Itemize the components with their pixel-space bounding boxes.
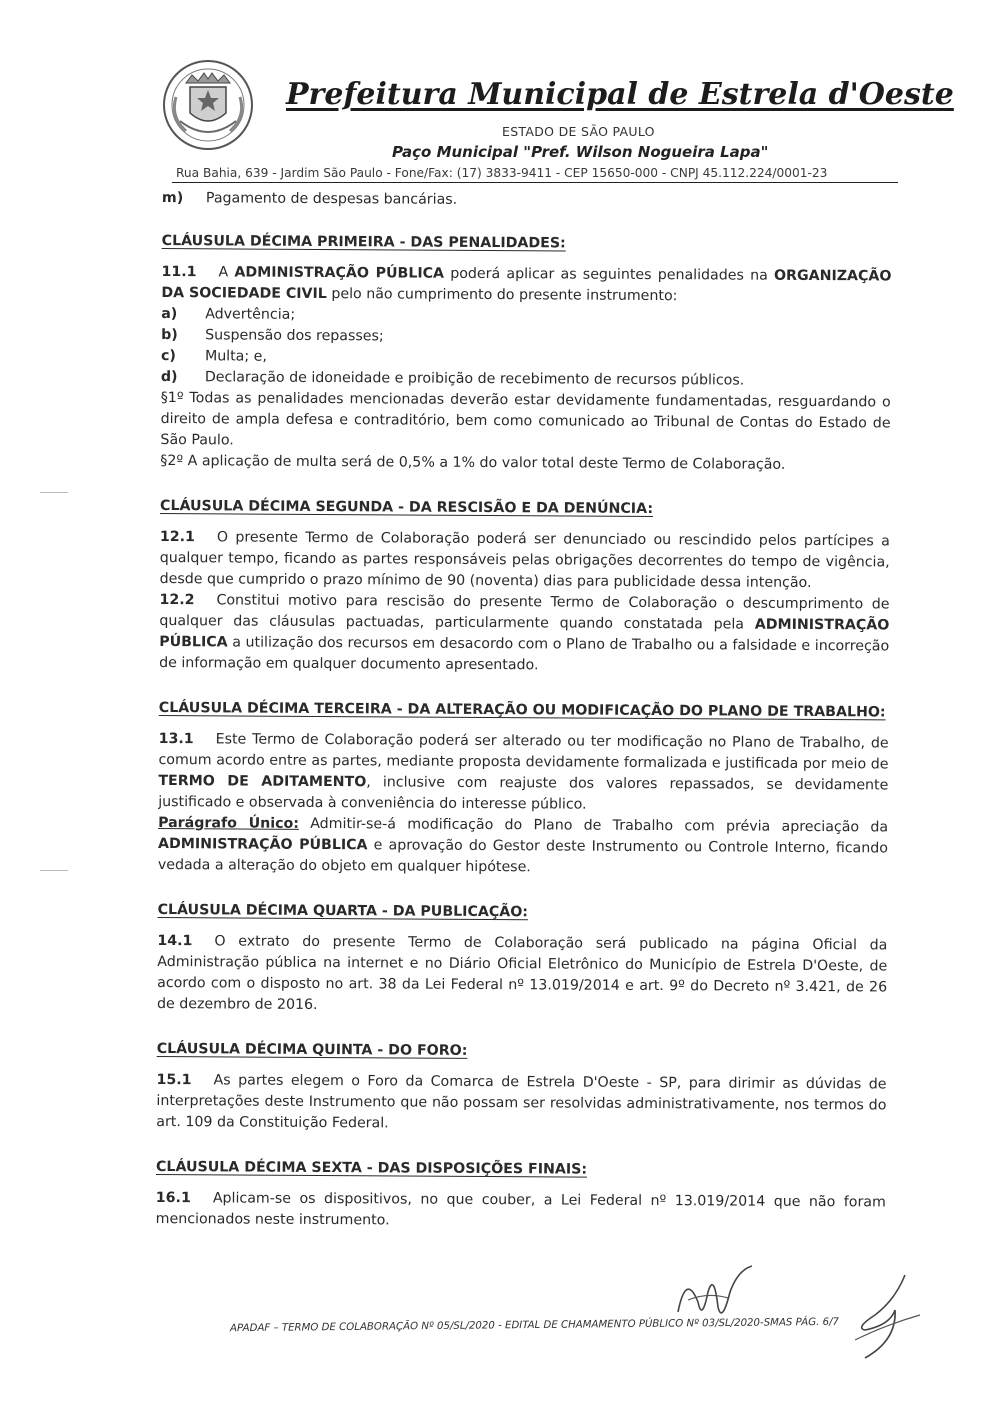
palace-label: Paço Municipal "Pref. Wilson Nogueira Lapa"	[392, 143, 769, 161]
text-run: Aplicam-se os dispositivos, no que couber, a Lei Federal nº 13.019/2014 que não foram mencionados neste instrumento.	[155, 1190, 886, 1229]
clause-number: 15.1	[156, 1071, 192, 1089]
text-run: pelo não cumprimento do presente instrumento:	[326, 286, 678, 305]
text-run: O extrato do presente Termo de Colaboração será publicado na página Oficial da Administração pública na internet e no Diário Oficial Eletrônico do Município de Estrela D'Oeste, de acordo com o disposto no art. 38 da Lei Federal nº 13.019/2014 e art. 9º do Decreto nº 3.421, de 26 de dezembro de 2016.	[156, 933, 888, 1013]
list-item-text: Advertência;	[205, 306, 296, 323]
clause-14-1-paragraph	[157, 931, 887, 1019]
clause-16-title: CLÁUSULA DÉCIMA SEXTA - DAS DISPOSIÇÕES FINAIS:	[155, 1158, 588, 1178]
clause-14-title: CLÁUSULA DÉCIMA QUARTA - DA PUBLICAÇÃO:	[157, 901, 529, 921]
bold-run: ADMINISTRAÇÃO PÚBLICA	[159, 616, 890, 651]
clause-12-2-paragraph	[159, 590, 889, 678]
list-item-text: Pagamento de despesas bancárias.	[205, 190, 458, 208]
clause-13-title: CLÁUSULA DÉCIMA TERCEIRA - DA ALTERAÇÃO OU MODIFICAÇÃO DO PLANO DE TRABALHO:	[158, 699, 886, 721]
address-line: Rua Bahia, 639 - Jardim São Paulo - Fone/Fax: (17) 3833-9411 - CEP 15650-000 - CNPJ 45.112.224/0001-23	[176, 166, 828, 180]
list-item	[161, 325, 891, 350]
text-run: Constitui motivo para rescisão do presente Termo de Colaboração o descumprimento de qualquer das cláusulas pactuadas, particularmente quando constatada pela	[159, 592, 890, 633]
clause-number: 12.1	[159, 528, 195, 546]
clause-12-1-paragraph	[160, 527, 890, 594]
page-footer: APADAF – TERMO DE COLABORAÇÃO Nº 05/SL/2020 - EDITAL DE CHAMAMENTO PÚBLICO Nº 03/SL/2020-SMAS PÁG. 6/7	[229, 1316, 840, 1335]
text-run: e aprovação do Gestor deste Instrumento ou Controle Interno, ficando vedada a alteração do objeto em qualquer hipótese.	[157, 837, 889, 876]
text-run: poderá aplicar as seguintes penalidades na	[444, 265, 775, 284]
list-item-label: a)	[161, 305, 178, 323]
clause-11-1-paragraph	[161, 262, 891, 308]
clause-15-title: CLÁUSULA DÉCIMA QUINTA - DO FORO:	[156, 1040, 468, 1059]
clause-15-1-paragraph	[156, 1070, 886, 1137]
bold-run: TERMO DE ADITAMENTO	[158, 772, 367, 791]
list-item-text: Suspensão dos repasses;	[205, 327, 384, 345]
bold-run: ORGANIZAÇÃO DA SOCIEDADE CIVIL	[161, 267, 892, 303]
bold-run: ADMINISTRAÇÃO PÚBLICA	[157, 835, 368, 854]
list-item-label: d)	[160, 368, 178, 386]
document-body	[156, 188, 892, 1234]
list-item-label: b)	[161, 326, 178, 344]
margin-mark	[40, 870, 68, 871]
clause-11-paragraph-1: §1º Todas as penalidades mencionadas deverão estar devidamente fundamentadas, resguardando o direito de ampla defesa e contraditório, bem como comunicado ao Tribunal de Contas do Estado de São Paulo.	[160, 389, 891, 449]
clause-11-title: CLÁUSULA DÉCIMA PRIMEIRA - DAS PENALIDADES:	[161, 232, 566, 252]
clause-13-sole-paragraph	[158, 813, 888, 880]
clause-number: 14.1	[157, 932, 193, 950]
signature-initials	[835, 1270, 925, 1365]
document-title: Prefeitura Municipal de Estrela d'Oeste	[286, 77, 954, 112]
list-item-text: Declaração de idoneidade e proibição de recebimento de recursos públicos.	[204, 369, 745, 389]
bold-run: ADMINISTRAÇÃO PÚBLICA	[234, 264, 445, 282]
municipal-seal-icon	[160, 57, 256, 153]
text-run: Este Termo de Colaboração poderá ser alterado ou ter modificação no Plano de Trabalho, de comum acordo entre as partes, mediante proposta devidamente formalizada e justificada por meio de	[158, 731, 889, 773]
clause-16-1-paragraph	[156, 1188, 886, 1234]
sole-paragraph-label: Parágrafo Único:	[158, 814, 300, 832]
margin-mark	[40, 492, 68, 493]
clause-13-1-paragraph	[158, 729, 888, 817]
list-item	[162, 188, 892, 213]
text-run: As partes elegem o Foro da Comarca de Estrela D'Oeste - SP, para dirimir as dúvidas de interpretações deste Instrumento que não possam ser resolvidas administrativamente, nos termos do art. 109 da Constituição Federal.	[156, 1072, 887, 1132]
clause-number: 11.1	[161, 263, 197, 281]
list-item-label: m)	[161, 189, 184, 207]
text-run: a utilização dos recursos em desacordo com o Plano de Trabalho ou a falsidade e incorreção de informação em qualquer documento apresentado.	[159, 634, 890, 674]
clause-number: 12.2	[159, 591, 195, 609]
text-run: O presente Termo de Colaboração poderá ser denunciado ou rescindido pelos partícipes a qualquer tempo, ficando as partes responsáveis pelas obrigações decorrentes do tempo de vigência, desde que cumprido o prazo mínimo de 90 (noventa) dias para publicidade dessa intenção.	[159, 529, 890, 591]
text-run: , inclusive com reajuste dos valores repassados, se devidamente justificado e observada à conveniência do interesse público.	[158, 774, 889, 813]
header-divider	[172, 182, 898, 183]
clause-12-title: CLÁUSULA DÉCIMA SEGUNDA - DA RESCISÃO E DA DENÚNCIA:	[160, 497, 654, 518]
letterhead	[160, 55, 954, 190]
text-run: A	[218, 264, 235, 281]
state-label: ESTADO DE SÃO PAULO	[502, 124, 655, 139]
text-run: Admitir-se-á modificação do Plano de Trabalho com prévia apreciação da	[298, 815, 889, 836]
list-item-text: Multa; e,	[204, 348, 267, 365]
clause-11-paragraph-2: §2º A aplicação de multa será de 0,5% a 1% do valor total deste Termo de Colaboração.	[160, 452, 786, 473]
clause-number: 16.1	[155, 1189, 191, 1207]
clause-number: 13.1	[158, 730, 194, 748]
list-item-label: c)	[160, 347, 176, 365]
